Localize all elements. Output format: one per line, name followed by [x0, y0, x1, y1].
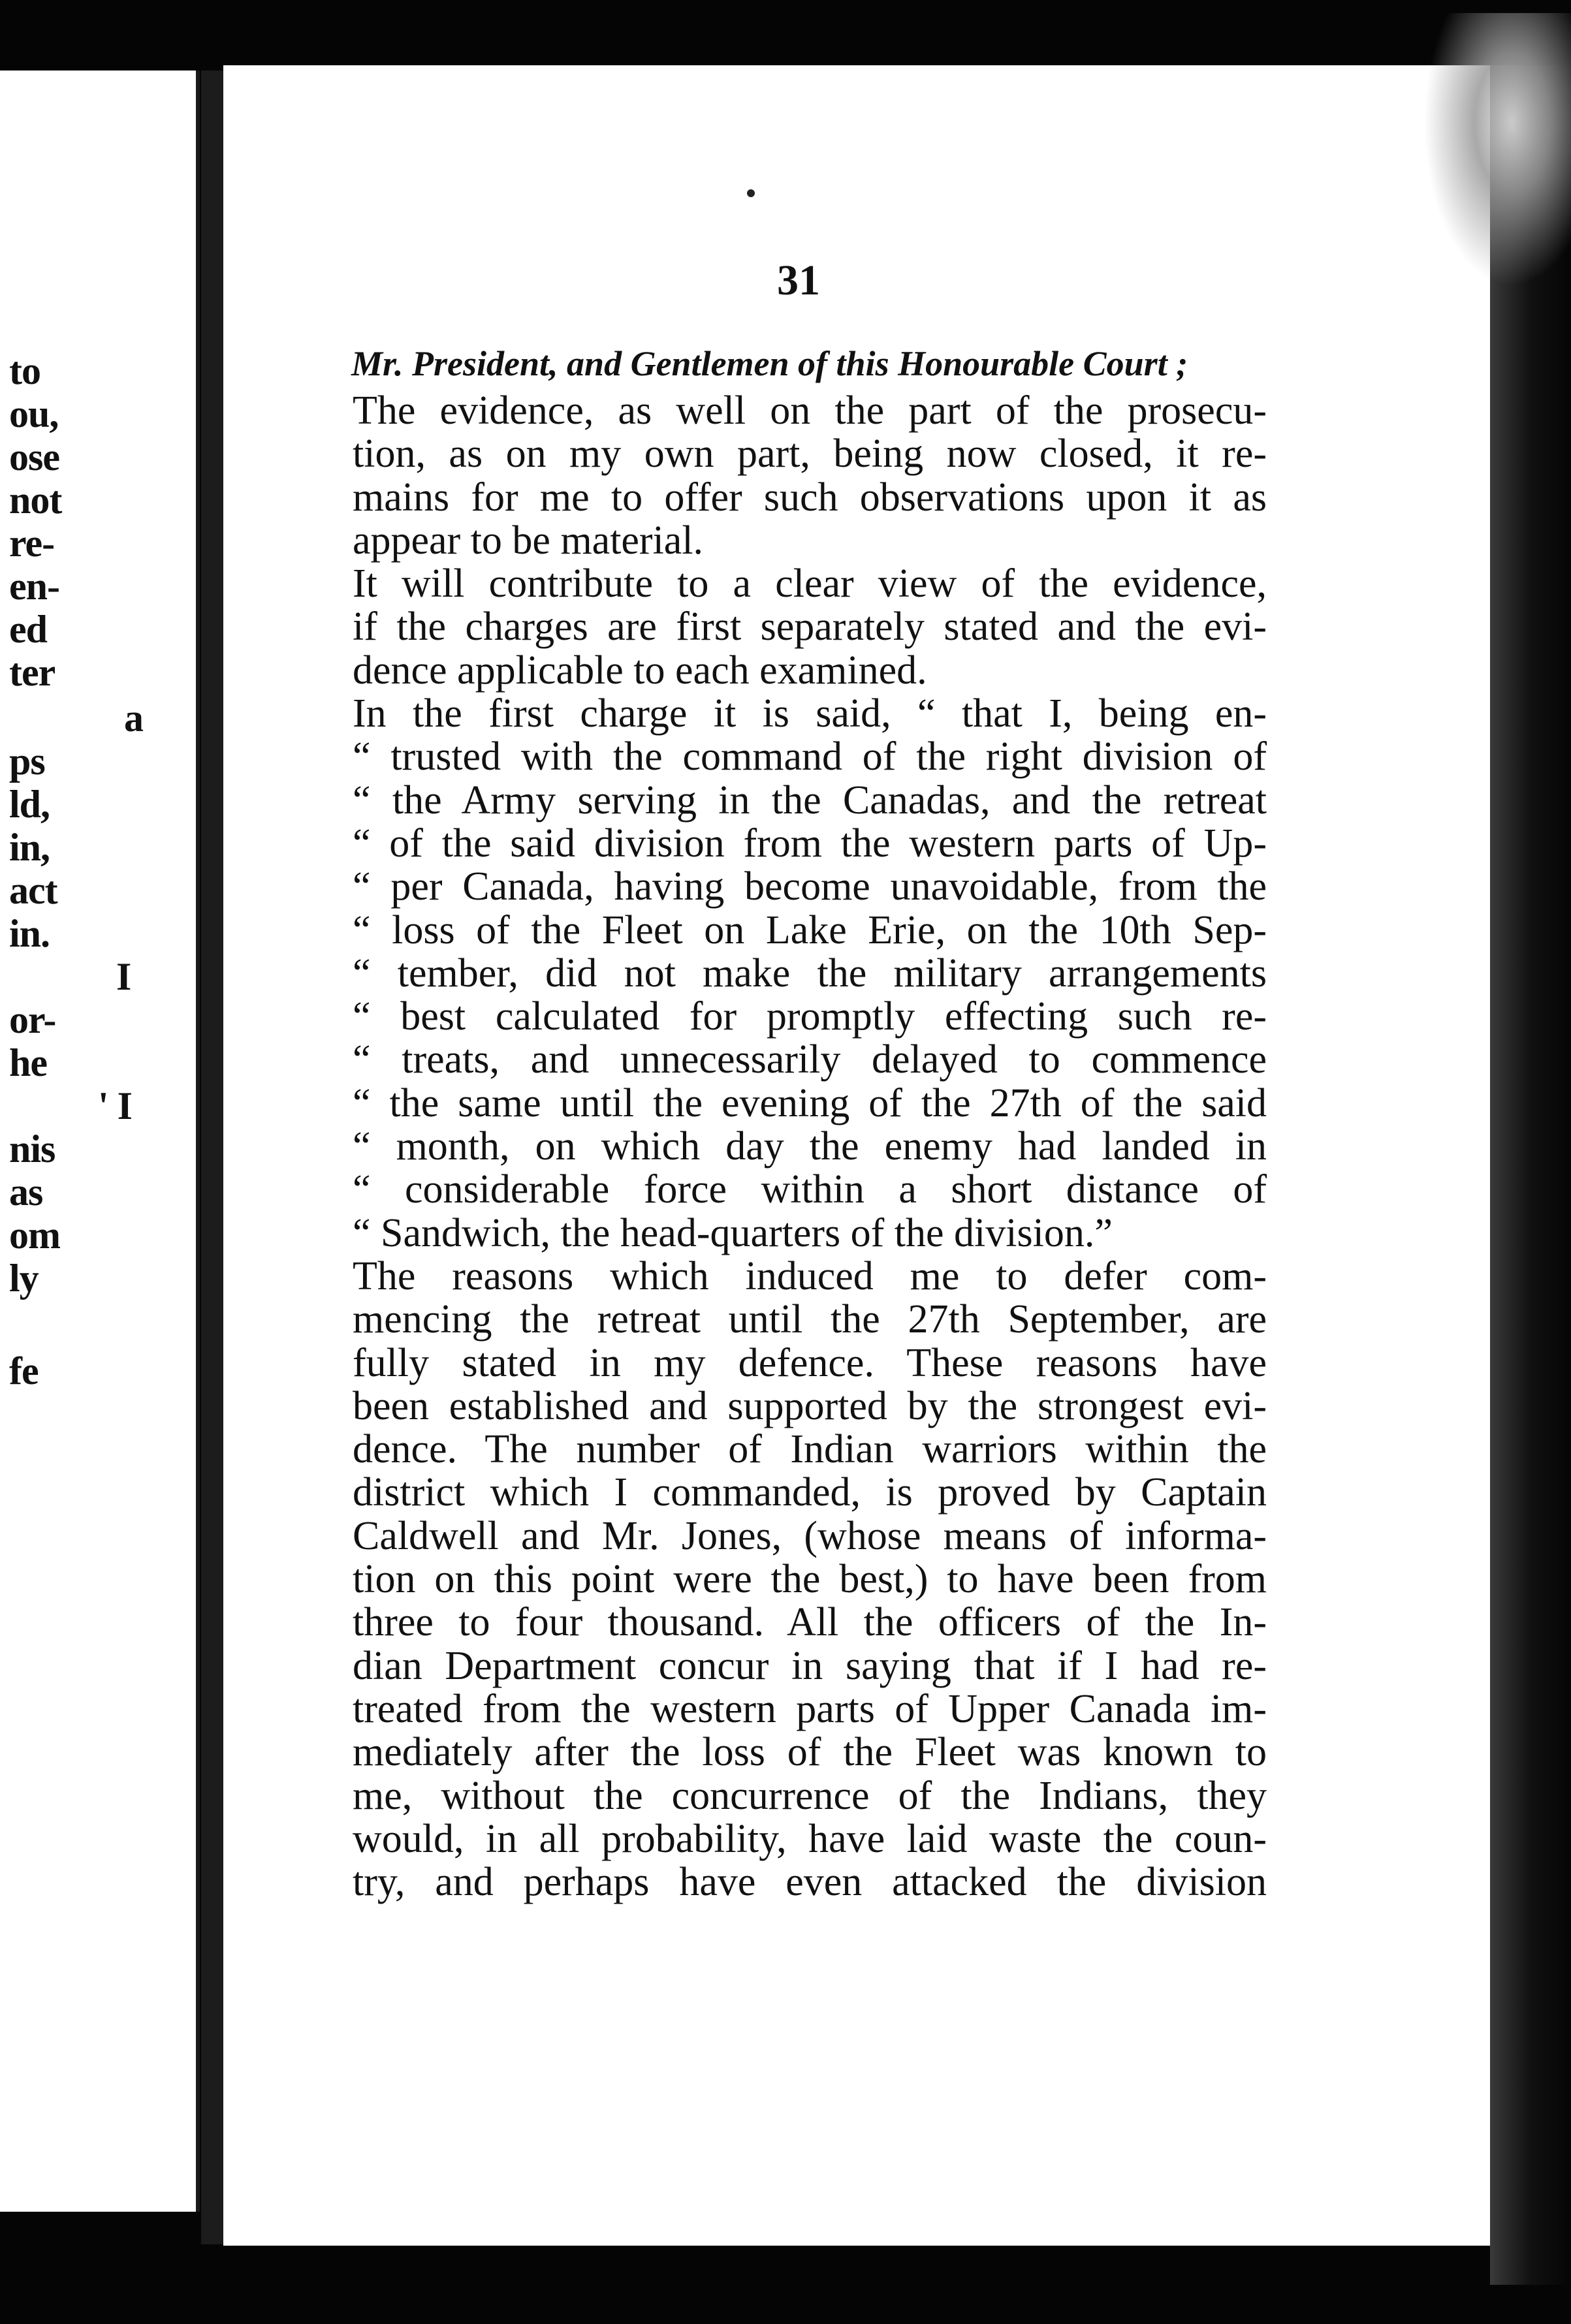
text-line: tion, as on my own part, being now closed, it re- [353, 432, 1267, 477]
text-line: The reasons which induced me to defer com- [353, 1253, 1267, 1298]
text-line: Caldwell and Mr. Jones, (whose means of informa- [353, 1513, 1267, 1558]
left-page-fragment: nis [9, 1127, 56, 1170]
text-line: “ of the said division from the western parts of Up- [353, 821, 1267, 866]
left-page-fragment: not [9, 479, 62, 522]
text-line: “ tember, did not make the military arrangements [353, 950, 1267, 996]
text-line: “ the same until the evening of the 27th of the said [353, 1080, 1267, 1125]
text-line: if the charges are first separately stated and the evi- [353, 605, 1267, 650]
text-line: mains for me to offer such observations upon it as [353, 475, 1267, 520]
text-line: The evidence, as well on the part of the prosecu- [353, 388, 1267, 433]
text-line: dian Department concur in saying that if I had re- [353, 1643, 1267, 1688]
book-spine [201, 71, 223, 2244]
text-line: “ month, on which day the enemy had landed in [353, 1124, 1267, 1169]
left-page-fragment: fe [9, 1349, 39, 1392]
text-line: “ considerable force within a short distance of [353, 1167, 1267, 1212]
page-number: 31 [777, 257, 820, 304]
text-line: been established and supported by the strongest evi- [353, 1383, 1267, 1428]
left-page-fragment: ' I [98, 1084, 133, 1127]
text-line: three to four thousand. All the officers of the In- [353, 1600, 1267, 1645]
left-page-fragment: ps [9, 740, 45, 783]
text-line: try, and perhaps have even attacked the division [353, 1860, 1267, 1905]
text-line: It will contribute to a clear view of the evidence, [353, 561, 1267, 606]
ink-dot [747, 189, 755, 197]
text-line: would, in all probability, have laid waste the coun- [353, 1816, 1267, 1861]
left-page-fragment: I [116, 955, 131, 998]
left-page-fragment: in. [9, 912, 50, 955]
left-page-fragment: a [124, 697, 143, 740]
text-line: mencing the retreat until the 27th September, are [353, 1297, 1267, 1342]
text-line: district which I commanded, is proved by Captain [353, 1470, 1267, 1515]
text-line: “ best calculated for promptly effecting such re- [353, 994, 1267, 1039]
left-page-fragment: re- [9, 522, 55, 565]
text-line: “ the Army serving in the Canadas, and the retreat [353, 777, 1267, 823]
left-page-fragment: ter [9, 651, 56, 694]
text-line: fully stated in my defence. These reasons have [353, 1340, 1267, 1385]
text-line: appear to be material. [353, 518, 704, 563]
left-page-fragment: he [9, 1041, 47, 1084]
text-line: “ per Canada, having become unavoidable, from the [353, 864, 1267, 909]
text-line: treated from the western parts of Upper Canada im- [353, 1686, 1267, 1731]
text-line: mediately after the loss of the Fleet was known to [353, 1730, 1267, 1775]
left-page-fragment: ose [9, 435, 59, 479]
text-line: dence. The number of Indian warriors within the [353, 1427, 1267, 1472]
left-page-fragment: ed [9, 608, 47, 651]
left-page-fragment: to [9, 349, 40, 392]
page-edge-shadow [1490, 65, 1571, 2285]
left-page-fragment: en- [9, 565, 59, 608]
text-line: “ treats, and unnecessarily delayed to commence [353, 1037, 1267, 1082]
page-body [353, 389, 1267, 1904]
text-line: me, without the concurrence of the Indians, they [353, 1773, 1267, 1818]
left-page-fragment: om [9, 1214, 60, 1257]
text-line: “ Sandwich, the head-quarters of the division.” [353, 1210, 1113, 1255]
scan-artifact [1423, 13, 1571, 287]
salutation: Mr. President, and Gentlemen of this Honourable Court ; [351, 344, 1188, 383]
text-line: tion on this point were the best,) to have been from [353, 1557, 1267, 1602]
left-page-fragment: as [9, 1170, 43, 1214]
left-page-fragment: act [9, 869, 57, 912]
text-line: dence applicable to each examined. [353, 648, 927, 693]
left-page [0, 71, 200, 2212]
text-line: In the first charge it is said, “ that I, being en- [353, 691, 1267, 736]
left-page-fragment: ou, [9, 392, 59, 435]
text-line: “ loss of the Fleet on Lake Erie, on the 10th Sep- [353, 907, 1267, 952]
left-page-fragment: in, [9, 826, 50, 869]
text-line: “ trusted with the command of the right division of [353, 734, 1267, 779]
left-page-fragment: ld, [9, 783, 50, 826]
left-page-fragment: or- [9, 998, 56, 1041]
left-page-fragment: ly [9, 1257, 39, 1300]
